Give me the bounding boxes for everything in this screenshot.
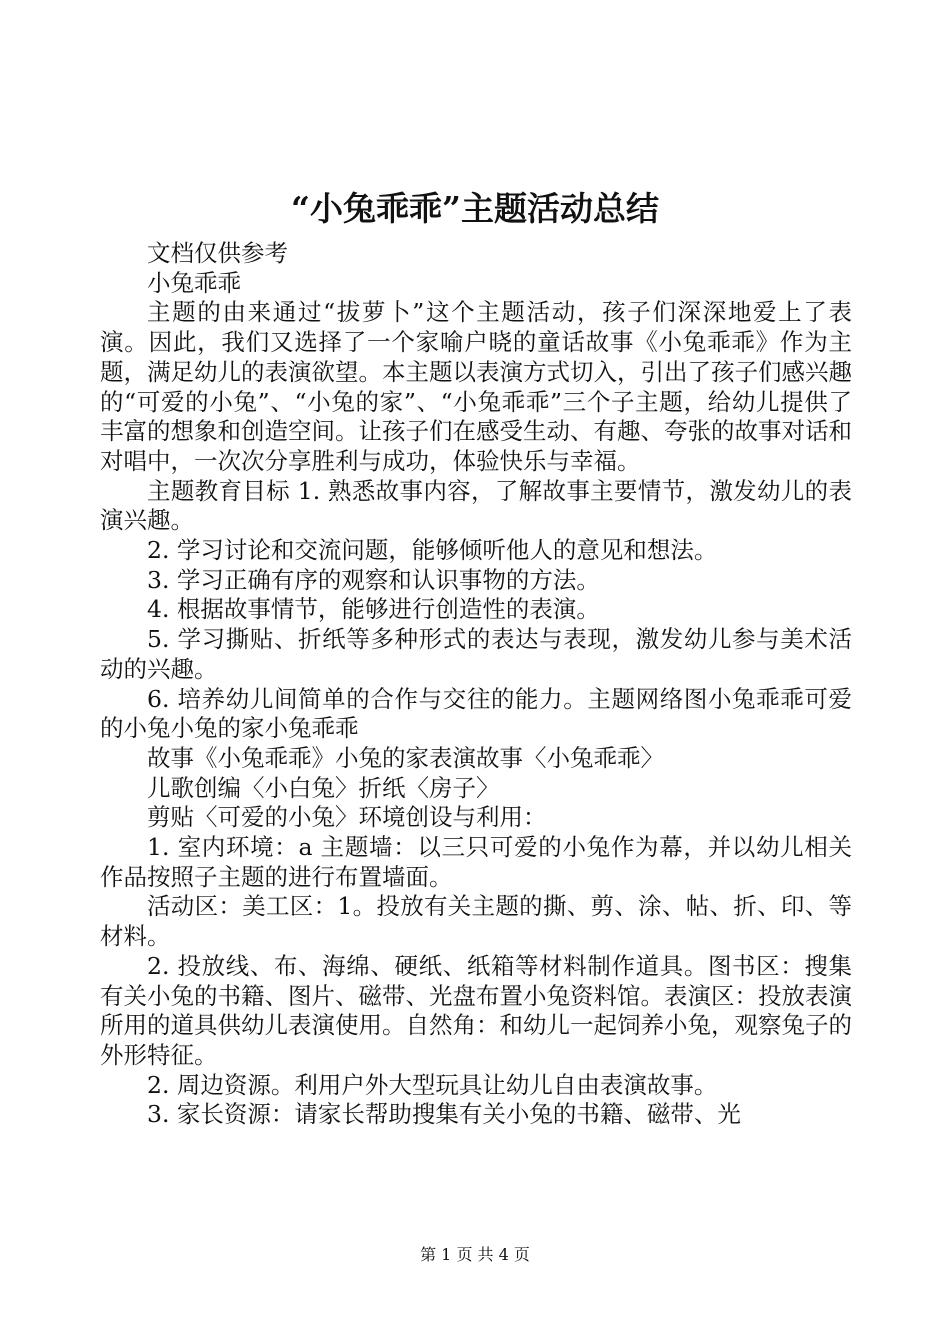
paragraph: 主题教育目标 1. 熟悉故事内容，了解故事主要情节，激发幼儿的表演兴趣。 <box>100 476 852 535</box>
paragraph: 剪贴〈可爱的小兔〉环境创设与利用： <box>147 803 547 832</box>
paragraph: 文档仅供参考 <box>147 239 288 267</box>
paragraph: 主题的由来通过“拔萝卜”这个主题活动，孩子们深深地爱上了表演。因此，我们又选择了一个家喻户晓的童话故事《小兔乖乖》作为主题，满足幼儿的表演欲望。本主题以表演方式切入，引出了孩子们感兴趣的“可爱的小兔”、“小兔的家”、“小兔乖乖”三个子主题，给幼儿提供了丰富的想象和创造空间。让孩子们在感受生动、有趣、夸张的故事对话和对唱中，一次次分享胜利与成功，体验快乐与幸福。 <box>100 298 852 475</box>
paragraph: 2. 学习讨论和交流问题，能够倾听他人的意见和想法。 <box>147 536 718 565</box>
paragraph: 故事《小兔乖乖》小兔的家表演故事〈小兔乖乖〉 <box>147 743 664 772</box>
paragraph: 活动区：美工区：1。投放有关主题的撕、剪、涂、帖、折、印、等材料。 <box>100 892 852 951</box>
paragraph: 2. 投放线、布、海绵、硬纸、纸箱等材料制作道具。图书区：搜集有关小兔的书籍、图片、磁带、光盘布置小兔资料馆。表演区：投放表演所用的道具供幼儿表演使用。自然角：和幼儿一起饲养小兔，观察兔子的外形特征。 <box>100 951 852 1069</box>
document-body <box>100 239 852 1130</box>
paragraph: 儿歌创编〈小白兔〉折纸〈房子〉 <box>147 773 500 802</box>
paragraph: 小兔乖乖 <box>147 268 241 297</box>
paragraph: 3. 学习正确有序的观察和认识事物的方法。 <box>147 565 600 594</box>
paragraph: 6. 培养幼儿间简单的合作与交往的能力。主题网络图小兔乖乖可爱的小兔小兔的家小兔乖乖 <box>100 684 852 743</box>
paragraph: 5. 学习撕贴、折纸等多种形式的表达与表现，激发幼儿参与美术活动的兴趣。 <box>100 625 852 683</box>
paragraph: 2. 周边资源。利用户外大型玩具让幼儿自由表演故事。 <box>147 1070 718 1099</box>
page-footer: 第 1 页 共 4 页 <box>420 1245 530 1264</box>
paragraph: 3. 家长资源：请家长帮助搜集有关小兔的书籍、磁带、光 <box>147 1100 741 1129</box>
paragraph: 4. 根据故事情节，能够进行创造性的表演。 <box>147 595 600 624</box>
paragraph: 1. 室内环境：a 主题墙：以三只可爱的小兔作为幕，并以幼儿相关作品按照子主题的进行布置墙面。 <box>100 833 852 891</box>
document-title: “小兔乖乖”主题活动总结 <box>291 189 659 228</box>
